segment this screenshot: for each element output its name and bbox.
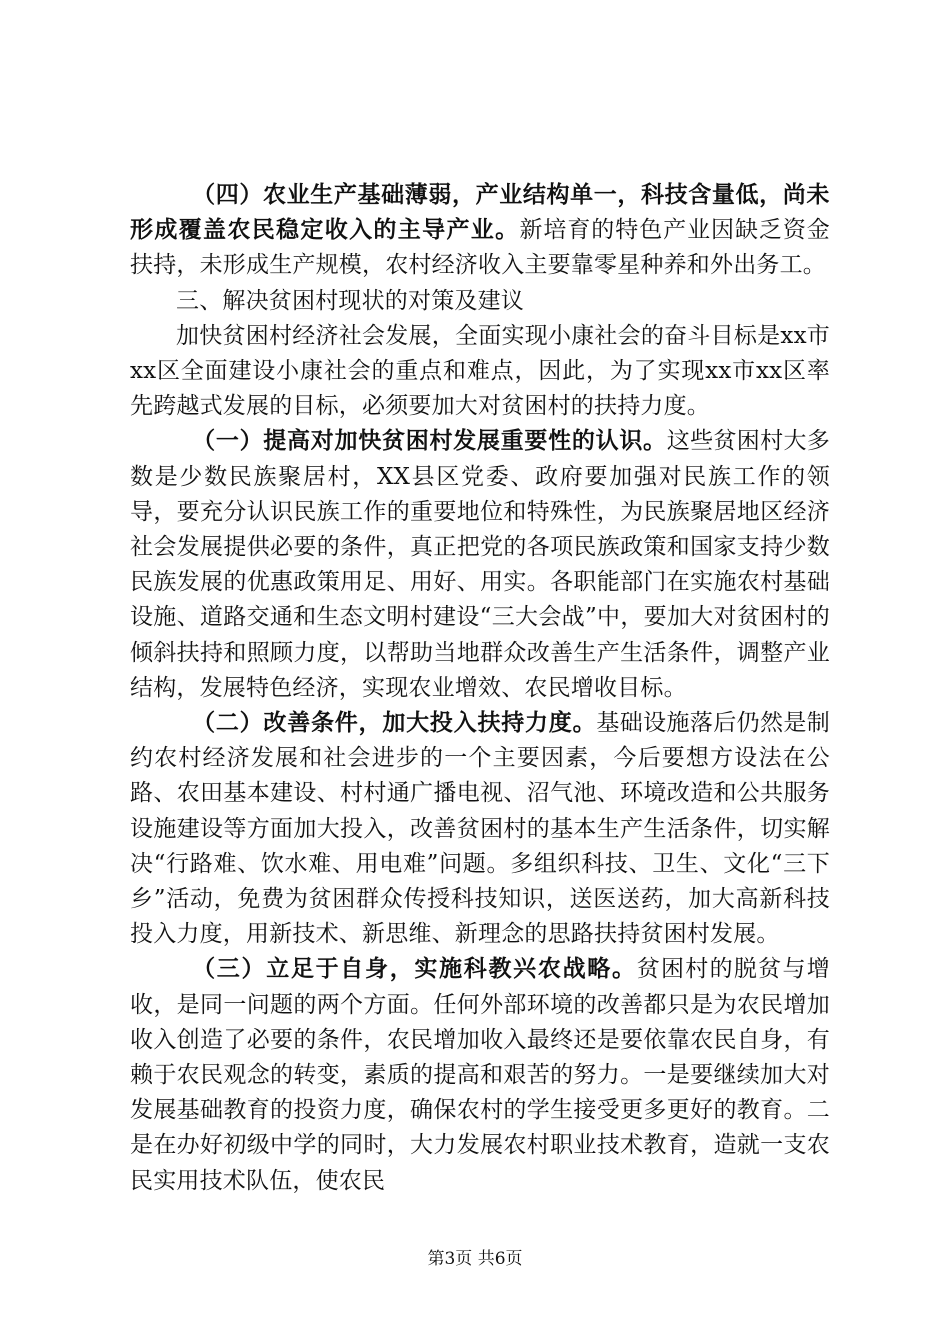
page-footer: 第3页 共6页 bbox=[427, 1249, 523, 1269]
section-intro-paragraph: 加快贫困村经济社会发展，全面实现小康社会的奋斗目标是xx市xx区全面建设小康社会的重点和难点，因此，为了实现xx市xx区率先跨越式发展的目标，必须要加大对贫困村的扶持力度。 bbox=[130, 322, 830, 420]
paragraph-4 bbox=[130, 178, 830, 284]
paragraph-measure-2-body: 基础设施落后仍然是制约农村经济发展和社会进步的一个主要因素，今后要想方设法在公路、农田基本建设、村村通广播电视、沼气池、环境改造和公共服务设施建设等方面加大投入，改善贫困村的基本生产生活条件，切实解决“行路难、饮水难、用电难”问题。多组织科技、卫生、文化“三下乡”活动，免费为贫困群众传授科技知识，送医送药，加大高新科技投入力度，用新技术、新思维、新理念的思路扶持贫困村发展。 bbox=[130, 710, 831, 948]
section-heading-3: 三、解决贫困村现状的对策及建议 bbox=[176, 287, 524, 314]
paragraph-measure-1-lead: （一）提高对加快贫困村发展重要性的认识。 bbox=[192, 428, 667, 455]
paragraph-measure-3-lead: （三）立足于自身，实施科教兴农战略。 bbox=[192, 956, 637, 983]
paragraph-measure-1-body: 这些贫困村大多数是少数民族聚居村，XX县区党委、政府要加强对民族工作的领导，要充分认识民族工作的重要地位和特殊性，为民族聚居地区经济社会发展提供必要的条件，真正把党的各项民族政策和国家支持少数民族发展的优惠政策用足、用好、用实。各职能部门在实施农村基础设施、道路交通和生态文明村建设“三大会战”中，要加大对贫困村的倾斜扶持和照顾力度，以帮助当地群众改善生产生活条件，调整产业结构，发展特色经济，实现农业增效、农民增收目标。 bbox=[130, 428, 831, 701]
paragraph-measure-2 bbox=[130, 706, 830, 952]
paragraph-measure-2-lead: （二）改善条件，加大投入扶持力度。 bbox=[192, 710, 597, 737]
paragraph-measure-3 bbox=[130, 952, 830, 1198]
paragraph-measure-1 bbox=[130, 424, 830, 706]
document-body bbox=[130, 178, 830, 1199]
paragraph-measure-3-body: 贫困村的脱贫与增收，是同一问题的两个方面。任何外部环境的改善都只是为农民增加收入创造了必要的条件，农民增加收入最终还是要依靠农民自身，有赖于农民观念的转变，素质的提高和艰苦的努力。一是要继续加大对发展基础教育的投资力度，确保农村的学生接受更多更好的教育。二是在办好初级中学的同时，大力发展农村职业技术教育，造就一支农民实用技术队伍，使农民 bbox=[130, 956, 830, 1194]
paragraph-4-body: 新培育的特色产业因缺乏资金扶持，未形成生产规模，农村经济收入主要靠零星种养和外出务工。 bbox=[130, 217, 830, 279]
paragraph-4-lead: （四）农业生产基础薄弱，产业结构单一，科技含量低，尚未形成覆盖农民稳定收入的主导产业。 bbox=[130, 182, 830, 244]
